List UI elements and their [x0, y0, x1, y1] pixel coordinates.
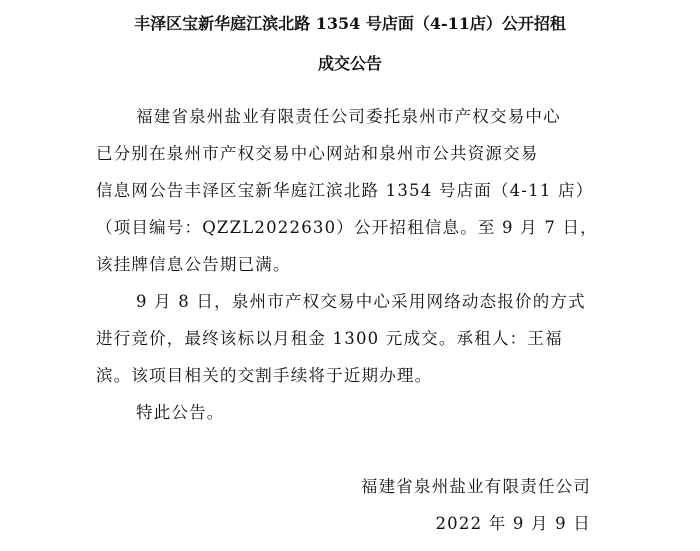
signature-date: 2022 年 9 月 9 日 [435, 514, 591, 533]
paragraph-1-line-5: 该挂牌信息公告期已满。 [96, 255, 291, 274]
paragraph-1-line-3: 信息网公告丰泽区宝新华庭江滨北路 1354 号店面（4-11 店） [96, 181, 594, 200]
announcement-title: 丰泽区宝新华庭江滨北路 1354 号店面（4-11店）公开招租 [134, 14, 566, 33]
announcement-subtitle: 成交公告 [317, 54, 382, 73]
paragraph-2-line-1: 9 月 8 日，泉州市产权交易中心采用网络动态报价的方式 [136, 292, 586, 311]
closing-statement: 特此公告。 [136, 403, 225, 422]
paragraph-1-line-4: （项目编号：QZZL2022630）公开招租信息。至 9 月 7 日， [96, 218, 598, 237]
paragraph-2-line-3: 滨。该项目相关的交割手续将于近期办理。 [96, 366, 433, 385]
paragraph-1-line-1: 福建省泉州盐业有限责任公司委托泉州市产权交易中心 [136, 107, 561, 126]
signature-organization: 福建省泉州盐业有限责任公司 [360, 477, 591, 496]
paragraph-2-line-2: 进行竞价，最终该标以月租金 1300 元成交。承租人：王福 [96, 329, 563, 348]
paragraph-1-line-2: 已分别在泉州市产权交易中心网站和泉州市公共资源交易 [96, 144, 539, 163]
